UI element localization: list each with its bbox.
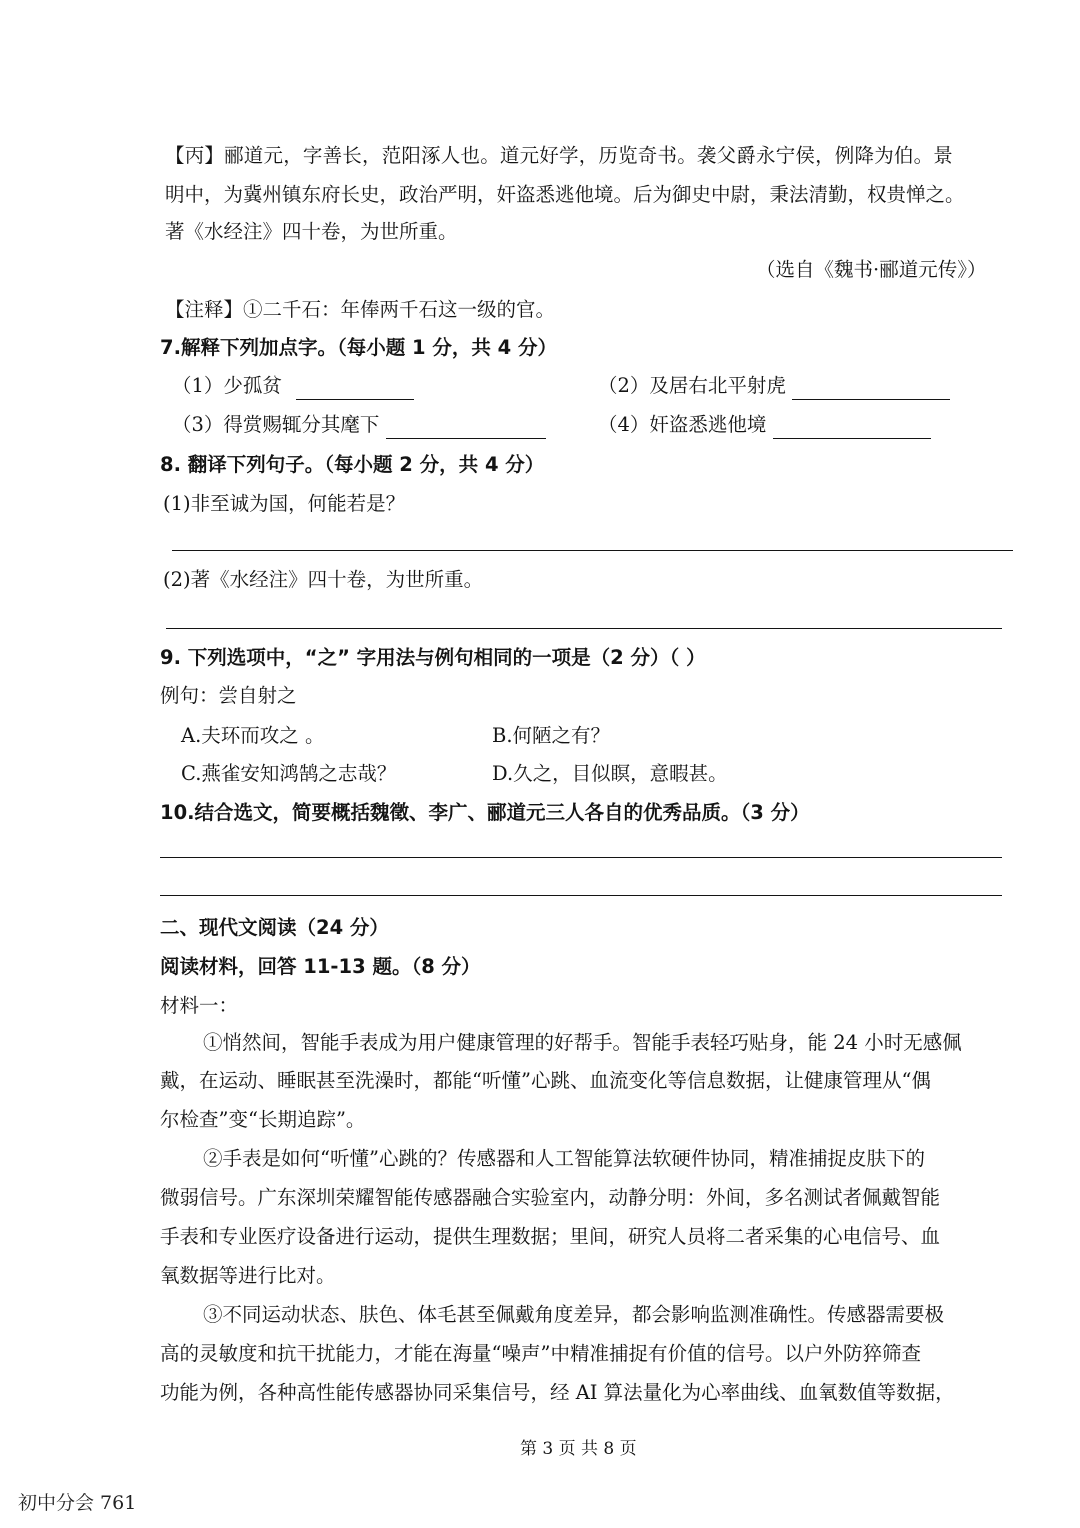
q7-item-3-label: （3）得赏赐辄分其麾下 (172, 413, 380, 436)
bing-source: （选自《魏书·郦道元传》） (756, 258, 987, 281)
reading-instruction: 阅读材料，回答 11-13 题。（8 分） (160, 955, 481, 978)
q10-answer-line-2[interactable] (160, 895, 1002, 896)
q7-item-3 (172, 411, 546, 439)
material-p3-line-3: 功能为例，各种高性能传感器协同采集信号，经 AI 算法量化为心率曲线、血氧数值等数据， (160, 1381, 955, 1404)
q7-item-2 (598, 372, 950, 400)
material-p2-line-3: 手表和专业医疗设备进行运动，提供生理数据；里间，研究人员将二者采集的心电信号、血 (160, 1225, 941, 1248)
question-8-title: 8. 翻译下列句子。（每小题 2 分，共 4 分） (160, 453, 545, 476)
material-p1-line-3: 尔检查”变“长期追踪”。 (160, 1108, 366, 1131)
q9-option-a[interactable]: A.夫环而攻之 。 (181, 724, 325, 747)
question-10-title: 10.结合选文，简要概括魏徵、李广、郦道元三人各自的优秀品质。（3 分） (160, 801, 810, 824)
bing-line-1: 【丙】郦道元，字善长，范阳涿人也。道元好学，历览奇书。袭父爵永宁侯，例降为伯。景 (165, 144, 954, 167)
material-p3-line-2: 高的灵敏度和抗干扰能力，才能在海量“噪声”中精准捕捉有价值的信号。以户外防猝筛查 (160, 1342, 921, 1365)
section-2-title: 二、现代文阅读（24 分） (160, 916, 389, 939)
question-9-title: 9. 下列选项中，“之” 字用法与例句相同的一项是（2 分）（ ） (160, 646, 706, 669)
material-p2-line-4: 氧数据等进行比对。 (160, 1264, 336, 1287)
material-p2-line-2: 微弱信号。广东深圳荣耀智能传感器融合实验室内，动静分明：外间，多名测试者佩戴智能 (160, 1186, 941, 1209)
q7-item-1 (172, 372, 414, 400)
material-label: 材料一： (160, 994, 239, 1017)
bing-line-2: 明中，为冀州镇东府长史，政治严明，奸盗悉逃他境。后为御史中尉，秉法清勤，权贵惮之。 (165, 183, 965, 206)
bing-line-3: 著《水经注》四十卷，为世所重。 (165, 220, 458, 243)
q10-answer-line-1[interactable] (160, 857, 1002, 858)
q7-item-1-label: （1）少孤贫 (172, 374, 282, 397)
material-p3-line-1: ③不同运动状态、肤色、体毛甚至佩戴角度差异，都会影响监测准确性。传感器需要极 (203, 1303, 945, 1326)
q8-answer-line-1[interactable] (172, 550, 1013, 551)
q7-item-4 (598, 411, 931, 439)
q7-answer-blank-4[interactable] (773, 418, 931, 439)
q8-sentence-2: (2)著《水经注》四十卷，为世所重。 (163, 568, 484, 591)
material-p2-line-1: ②手表是如何“听懂”心跳的？传感器和人工智能算法软硬件协同，精准捕捉皮肤下的 (203, 1147, 925, 1170)
q8-answer-line-2[interactable] (166, 628, 1002, 629)
q9-option-b[interactable]: B.何陋之有？ (492, 724, 611, 747)
q7-answer-blank-3[interactable] (386, 418, 546, 439)
q7-item-4-label: （4）奸盗悉逃他境 (598, 413, 767, 436)
page-number: 第 3 页 共 8 页 (520, 1439, 637, 1459)
material-p1-line-1: ①悄然间，智能手表成为用户健康管理的好帮手。智能手表轻巧贴身，能 24 小时无感佩 (203, 1031, 962, 1054)
watermark-text: 初中分会 761 (18, 1492, 137, 1514)
q9-option-d[interactable]: D.久之，目似瞑，意暇甚。 (492, 762, 728, 785)
q8-sentence-1: (1)非至诚为国，何能若是？ (163, 492, 406, 515)
question-7-title: 7.解释下列加点字。（每小题 1 分，共 4 分） (160, 336, 558, 359)
annotation-note: 【注释】①二千石：年俸两千石这一级的官。 (165, 298, 556, 321)
q9-option-c[interactable]: C.燕雀安知鸿鹄之志哉？ (181, 762, 397, 785)
q9-example: 例句：尝自射之 (160, 684, 297, 707)
q7-answer-blank-2[interactable] (792, 379, 950, 400)
q7-answer-blank-1[interactable] (296, 379, 414, 400)
q7-item-2-label: （2）及居右北平射虎 (598, 374, 786, 397)
material-p1-line-2: 戴，在运动、睡眠甚至洗澡时，都能“听懂”心跳、血流变化等信息数据，让健康管理从“偶 (160, 1069, 931, 1092)
